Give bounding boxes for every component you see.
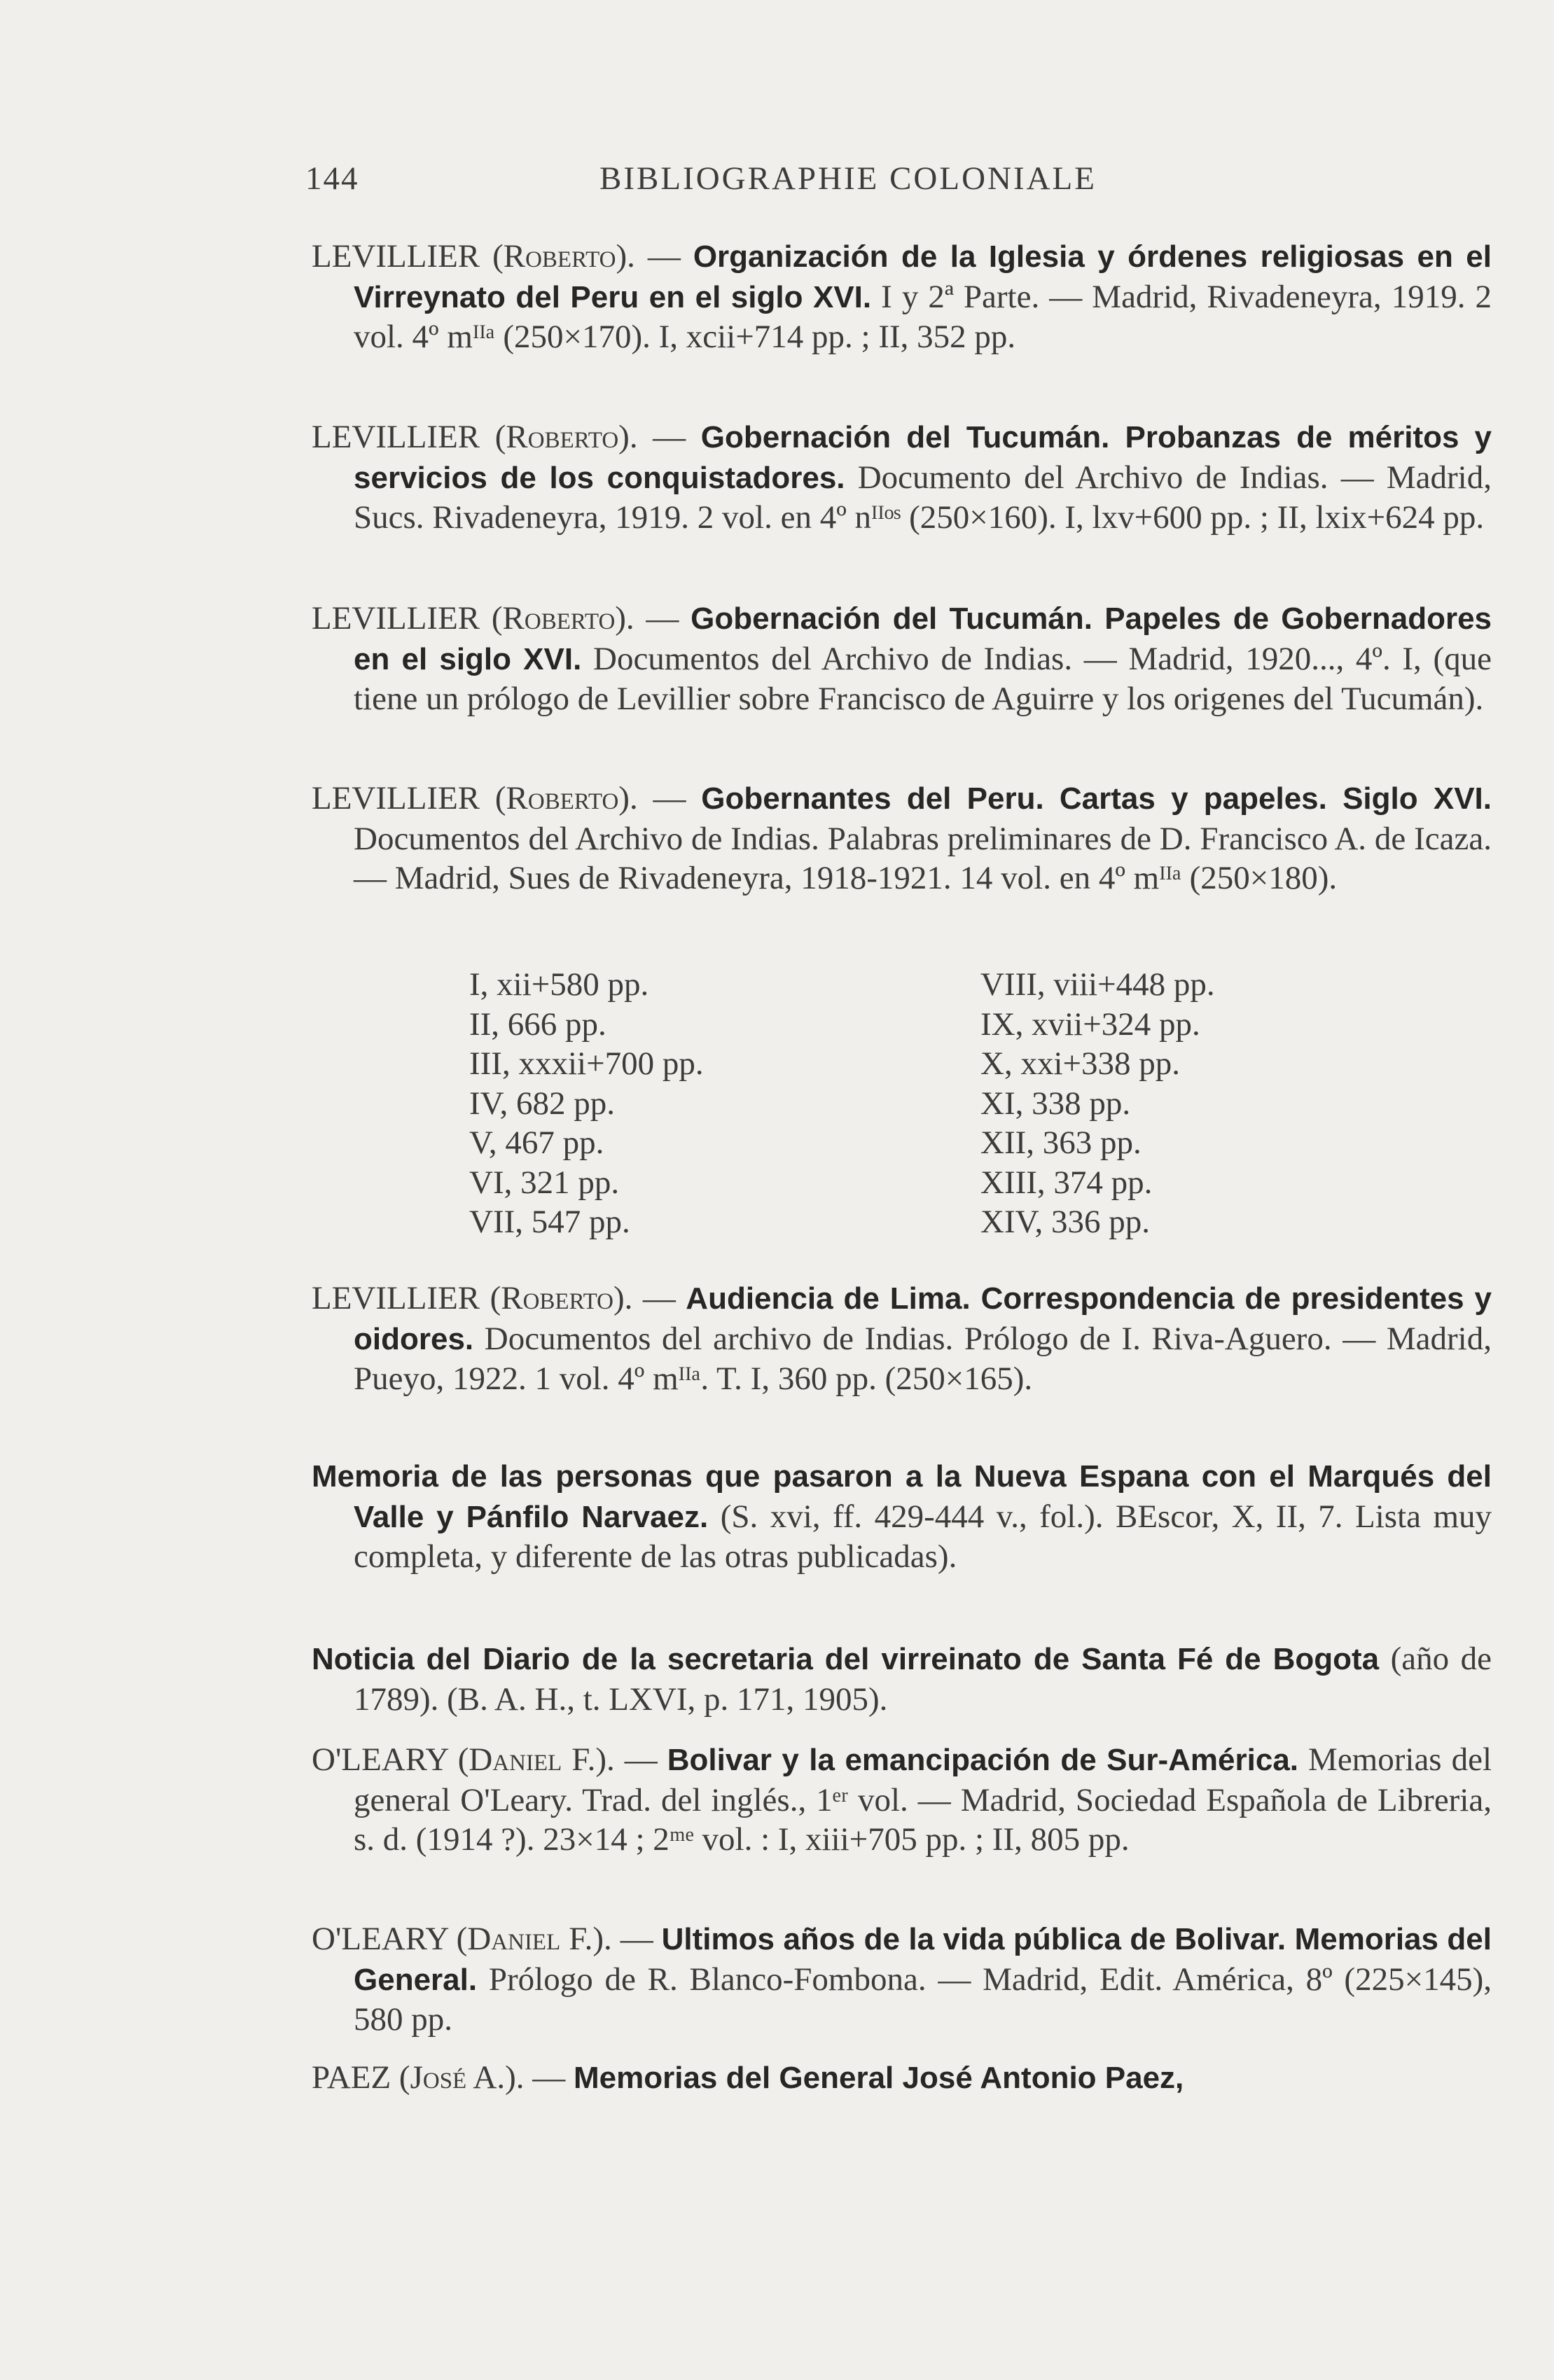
entry-author: O'LEARY (Daniel F.). — bbox=[312, 1921, 662, 1957]
entry-title: Noticia del Diario de la secretaria del virreinato de Santa Fé de Bogota bbox=[312, 1642, 1380, 1676]
bibliography-entry bbox=[312, 779, 1492, 898]
entry-author: LEVILLIER (Roberto). — bbox=[312, 1280, 686, 1316]
volume-item: XII, 363 pp. bbox=[980, 1125, 1142, 1161]
entry-details: Documentos del archivo de Indias. Prólogo de I. Riva-Aguero. — Madrid, Pueyo, 1922. 1 vol. 4º mᴵᴵᵃ. T. I, 360 pp. (250×165). bbox=[354, 1320, 1492, 1397]
volume-item: X, xxi+338 pp. bbox=[980, 1045, 1181, 1082]
entry-details: Prólogo de R. Blanco-Fombona. — Madrid, Edit. América, 8º (225×145), 580 pp. bbox=[354, 1961, 1492, 2038]
page-header bbox=[305, 160, 1177, 202]
entry-details: Memorias del general O'Leary. Trad. del inglés., 1ᵉʳ vol. — Madrid, Sociedad Española de Libreria, s. d. (1914 ?). 23×14 ; 2ᵐᵉ vol. : I, xiii+705 pp. ; II, 805 pp. bbox=[354, 1741, 1492, 1858]
volume-item: I, xii+580 pp. bbox=[469, 966, 649, 1003]
entry-title: Bolivar y la emancipación de Sur-América. bbox=[667, 1743, 1299, 1777]
bibliography-entry bbox=[312, 1740, 1492, 1860]
entry-title: Gobernantes del Peru. Cartas y papeles. Siglo XVI. bbox=[701, 781, 1492, 816]
bibliography-entry bbox=[312, 2058, 1492, 2099]
entry-details: Documentos del Archivo de Indias. — Madrid, 1920..., 4º. I, (que tiene un prólogo de Levillier sobre Francisco de Aguirre y los origenes del Tucumán). bbox=[354, 640, 1492, 717]
bibliography-entry bbox=[312, 417, 1492, 538]
entry-author: O'LEARY (Daniel F.). — bbox=[312, 1741, 667, 1778]
entry-author: LEVILLIER (Roberto). — bbox=[312, 600, 691, 636]
volume-item: III, xxxii+700 pp. bbox=[469, 1045, 704, 1082]
entry-author: LEVILLIER (Roberto). — bbox=[312, 419, 701, 455]
volume-item: XIII, 374 pp. bbox=[980, 1164, 1153, 1201]
entry-details: Documento del Archivo de Indias. — Madrid, Sucs. Rivadeneyra, 1919. 2 vol. en 4º nᴵᴵᵒˢ (250×160). I, lxv+600 pp. ; II, lxix+624 pp. bbox=[354, 459, 1492, 536]
volume-list-right bbox=[980, 965, 1215, 1242]
entry-details: (año de 1789). (B. A. H., t. LXVI, p. 171, 1905). bbox=[354, 1641, 1492, 1718]
bibliography-entry bbox=[312, 237, 1492, 357]
entry-title: Organización de la Iglesia y órdenes religiosas en el Virreynato del Peru en el siglo XVI. bbox=[354, 239, 1492, 314]
entry-details: (S. xvi, ff. 429-444 v., fol.). BEscor, X, II, 7. Lista muy completa, y diferente de las otras publicadas). bbox=[354, 1498, 1492, 1575]
entry-title: Gobernación del Tucumán. Probanzas de méritos y servicios de los conquistadores. bbox=[354, 420, 1492, 495]
volume-item: VII, 547 pp. bbox=[469, 1204, 630, 1240]
page-number: 144 bbox=[305, 160, 359, 197]
volume-item: VIII, viii+448 pp. bbox=[980, 966, 1215, 1003]
volume-item: VI, 321 pp. bbox=[469, 1164, 620, 1201]
bibliography-entry bbox=[312, 1919, 1492, 2040]
bibliography-entry bbox=[312, 1279, 1492, 1399]
bibliography-entry bbox=[312, 1639, 1492, 1719]
entry-author: LEVILLIER (Roberto). — bbox=[312, 780, 702, 816]
running-title: BIBLIOGRAPHIE COLONIALE bbox=[599, 160, 1097, 197]
entry-details: I y 2ª Parte. — Madrid, Rivadeneyra, 1919. 2 vol. 4º mᴵᴵᵃ (250×170). I, xcii+714 pp. ; II, 352 pp. bbox=[354, 278, 1492, 355]
volume-item: XIV, 336 pp. bbox=[980, 1204, 1150, 1240]
volume-item: V, 467 pp. bbox=[469, 1125, 604, 1161]
entry-title: Memorias del General José Antonio Paez, bbox=[573, 2061, 1184, 2095]
bibliography-entry bbox=[312, 599, 1492, 719]
volume-item: IV, 682 pp. bbox=[469, 1085, 616, 1122]
entry-title: Gobernación del Tucumán. Papeles de Gobernadores en el siglo XVI. bbox=[354, 601, 1492, 676]
entry-author: PAEZ (José A.). — bbox=[312, 2059, 574, 2096]
entry-title: Memoria de las personas que pasaron a la Nueva Espana con el Marqués del Valle y Pánfilo Narvaez. bbox=[312, 1459, 1492, 1534]
volume-item: XI, 338 pp. bbox=[980, 1085, 1131, 1122]
entry-details: Documentos del Archivo de Indias. Palabras preliminares de D. Francisco A. de Icaza. — Madrid, Sues de Rivadeneyra, 1918-1921. 14 vol. en 4º mᴵᴵᵃ (250×180). bbox=[354, 820, 1492, 896]
volume-list-left bbox=[469, 965, 704, 1242]
entry-author: LEVILLIER (Roberto). — bbox=[312, 238, 693, 274]
entry-title: Audiencia de Lima. Correspondencia de presidentes y oidores. bbox=[354, 1281, 1492, 1356]
entry-title: Ultimos años de la vida pública de Bolivar. Memorias del General. bbox=[354, 1922, 1492, 1997]
volume-item: II, 666 pp. bbox=[469, 1005, 606, 1043]
volume-item: IX, xvii+324 pp. bbox=[980, 1005, 1200, 1043]
bibliography-entry bbox=[312, 1456, 1492, 1577]
